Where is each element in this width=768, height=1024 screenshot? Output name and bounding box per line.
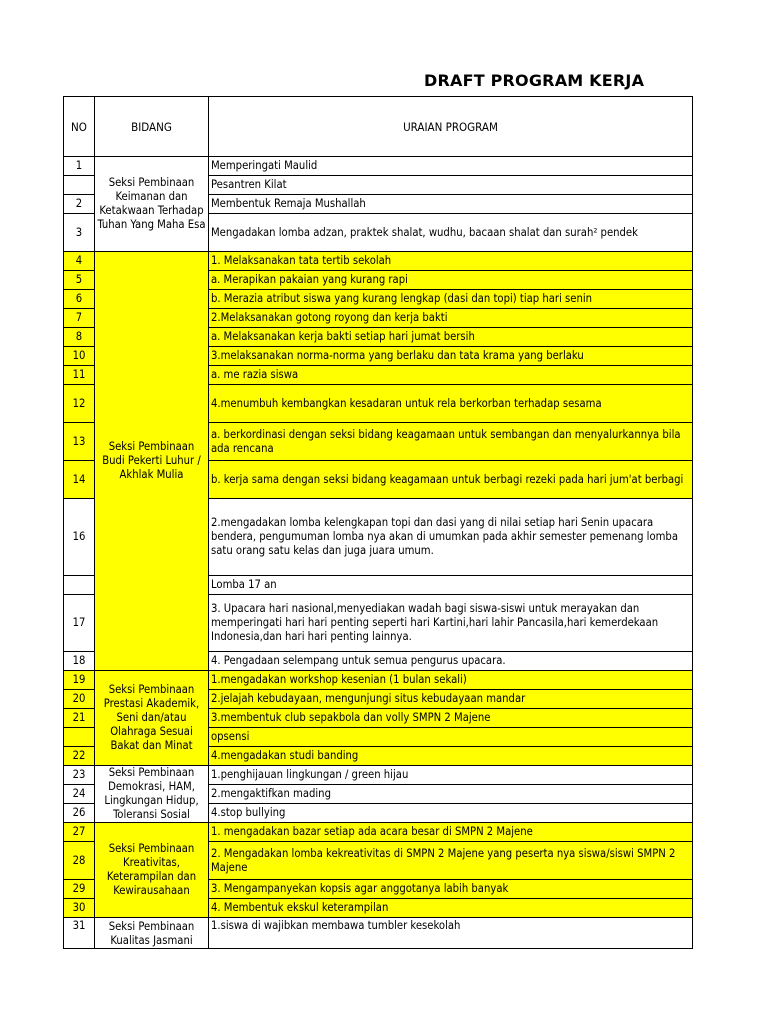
row-program: 2.mengaktifkan mading xyxy=(209,785,693,804)
bidang-kreativitas: Seksi Pembinaan Kreativitas, Keterampilan dan Kewirausahaan xyxy=(95,823,209,918)
row-no: 12 xyxy=(64,385,95,423)
row-program: a. me razia siswa xyxy=(209,366,693,385)
row-no: 1 xyxy=(64,157,95,176)
row-program: Pesantren Kilat xyxy=(209,176,693,195)
row-no: 16 xyxy=(64,499,95,576)
row-program: Lomba 17 an xyxy=(209,576,693,595)
row-no: 23 xyxy=(64,766,95,785)
table-header-row xyxy=(64,97,693,157)
row-program: 1.penghijauan lingkungan / green hijau xyxy=(209,766,693,785)
row-no: 30 xyxy=(64,899,95,918)
row-no: 29 xyxy=(64,880,95,899)
row-program: 2.Melaksanakan gotong royong dan kerja bakti xyxy=(209,309,693,328)
row-program: 3.melaksanakan norma-norma yang berlaku dan tata krama yang berlaku xyxy=(209,347,693,366)
row-no: 10 xyxy=(64,347,95,366)
row-no: 22 xyxy=(64,747,95,766)
row-program: Membentuk Remaja Mushallah xyxy=(209,195,693,214)
table-row xyxy=(64,823,693,842)
page-title: DRAFT PROGRAM KERJA xyxy=(424,71,645,90)
row-no: 4 xyxy=(64,252,95,271)
row-program: opsensi xyxy=(209,728,693,747)
table-row xyxy=(64,766,693,785)
bidang-demokrasi: Seksi Pembinaan Demokrasi, HAM, Lingkungan Hidup, Toleransi Sosial xyxy=(95,766,209,823)
row-program: a. Merapikan pakaian yang kurang rapi xyxy=(209,271,693,290)
table-row xyxy=(64,671,693,690)
row-no: 7 xyxy=(64,309,95,328)
table-row xyxy=(64,918,693,949)
row-no: 2 xyxy=(64,195,95,214)
row-no: 26 xyxy=(64,804,95,823)
program-table xyxy=(63,96,693,949)
row-program: a. berkordinasi dengan seksi bidang keagamaan untuk sembangan dan menyalurkannya bila ada rencana xyxy=(209,423,693,461)
row-program: Mengadakan lomba adzan, praktek shalat, wudhu, bacaan shalat dan surah² pendek xyxy=(209,214,693,252)
row-no: 19 xyxy=(64,671,95,690)
table-row xyxy=(64,252,693,271)
bidang-keimanan: Seksi Pembinaan Keimanan dan Ketakwaan Terhadap Tuhan Yang Maha Esa xyxy=(95,157,209,252)
row-program: 4.menumbuh kembangkan kesadaran untuk rela berkorban terhadap sesama xyxy=(209,385,693,423)
row-program: 1.siswa di wajibkan membawa tumbler kesekolah xyxy=(209,918,693,949)
row-program: b. kerja sama dengan seksi bidang keagamaan untuk berbagi rezeki pada hari jum'at berbagi xyxy=(209,461,693,499)
row-program: 2.mengadakan lomba kelengkapan topi dan dasi yang di nilai setiap hari Senin upacara bendera, pengumuman lomba nya akan di umumkan pada akhir semester pemenang lomba satu orang satu kelas dan juga juara umum. xyxy=(209,499,693,576)
header-bidang: BIDANG xyxy=(95,97,209,157)
row-program: 2. Mengadakan lomba kekreativitas di SMPN 2 Majene yang peserta nya siswa/siswi SMPN 2 Majene xyxy=(209,842,693,880)
row-no: 31 xyxy=(64,918,95,949)
row-no: 24 xyxy=(64,785,95,804)
row-program: b. Merazia atribut siswa yang kurang lengkap (dasi dan topi) tiap hari senin xyxy=(209,290,693,309)
bidang-jasmani: Seksi Pembinaan Kualitas Jasmani xyxy=(95,918,209,949)
row-program: 4.mengadakan studi banding xyxy=(209,747,693,766)
row-program: 1.mengadakan workshop kesenian (1 bulan sekali) xyxy=(209,671,693,690)
row-no: 27 xyxy=(64,823,95,842)
row-program: Memperingati Maulid xyxy=(209,157,693,176)
page-cutoff xyxy=(63,952,703,1024)
row-no: 5 xyxy=(64,271,95,290)
row-program: a. Melaksanakan kerja bakti setiap hari jumat bersih xyxy=(209,328,693,347)
row-no xyxy=(64,176,95,195)
row-program: 3. Mengampanyekan kopsis agar anggotanya labih banyak xyxy=(209,880,693,899)
bidang-budi-pekerti: Seksi Pembinaan Budi Pekerti Luhur / Akhlak Mulia xyxy=(95,252,209,671)
header-uraian: URAIAN PROGRAM xyxy=(209,97,693,157)
table-row xyxy=(64,157,693,176)
row-no: 28 xyxy=(64,842,95,880)
header-no: NO xyxy=(64,97,95,157)
row-no: 13 xyxy=(64,423,95,461)
row-no: 3 xyxy=(64,214,95,252)
row-no: 21 xyxy=(64,709,95,728)
row-program: 4. Pengadaan selempang untuk semua pengurus upacara. xyxy=(209,652,693,671)
row-no xyxy=(64,576,95,595)
row-program: 4. Membentuk ekskul keterampilan xyxy=(209,899,693,918)
row-program: 2.jelajah kebudayaan, mengunjungi situs kebudayaan mandar xyxy=(209,690,693,709)
row-no xyxy=(64,728,95,747)
bidang-prestasi: Seksi Pembinaan Prestasi Akademik, Seni dan/atau Olahraga Sesuai Bakat dan Minat xyxy=(95,671,209,766)
row-program: 1. mengadakan bazar setiap ada acara besar di SMPN 2 Majene xyxy=(209,823,693,842)
row-program: 3. Upacara hari nasional,menyediakan wadah bagi siswa-siswi untuk merayakan dan memperingati hari hari penting seperti hari Kartini,hari lahir Pancasila,hari kemerdekaan Indonesia,dan hari hari penting lainnya. xyxy=(209,595,693,652)
row-no: 18 xyxy=(64,652,95,671)
row-program: 3.membentuk club sepakbola dan volly SMPN 2 Majene xyxy=(209,709,693,728)
row-no: 11 xyxy=(64,366,95,385)
row-no: 20 xyxy=(64,690,95,709)
row-program: 4.stop bullying xyxy=(209,804,693,823)
row-no: 6 xyxy=(64,290,95,309)
row-no: 17 xyxy=(64,595,95,652)
row-program: 1. Melaksanakan tata tertib sekolah xyxy=(209,252,693,271)
row-no: 8 xyxy=(64,328,95,347)
row-no: 14 xyxy=(64,461,95,499)
